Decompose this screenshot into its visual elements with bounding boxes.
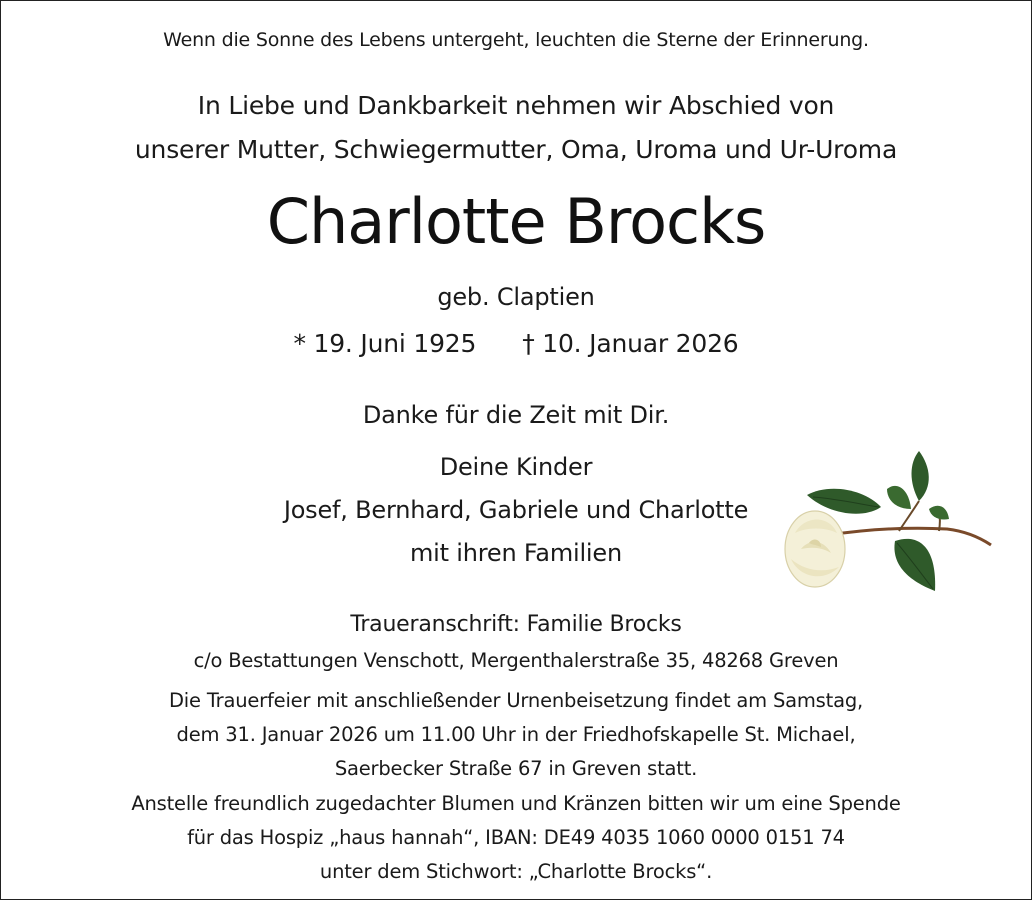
white-rose-icon: [779, 449, 995, 597]
address-line-1: Traueranschrift: Familie Brocks: [350, 612, 682, 637]
maiden-name: geb. Claptien: [437, 283, 595, 311]
thanks-line: Danke für die Zeit mit Dir.: [362, 401, 670, 429]
info-line-1: Die Trauerfeier mit anschließender Urnenbeisetzung findet am Samstag,: [168, 689, 864, 712]
info-line-6: unter dem Stichwort: „Charlotte Brocks“.: [319, 860, 713, 883]
info-line-5: für das Hospiz „haus hannah“, IBAN: DE49 4035 1060 0000 0151 74: [187, 826, 845, 849]
life-dates: [1, 329, 1031, 358]
intro-line-2: unserer Mutter, Schwiegermutter, Oma, Uroma und Ur-Uroma: [134, 135, 898, 164]
family-line-2: Josef, Bernhard, Gabriele und Charlotte: [283, 496, 749, 524]
family-line-1: Deine Kinder: [439, 453, 593, 481]
birth-date: * 19. Juni 1925: [293, 329, 477, 358]
motto: Wenn die Sonne des Lebens untergeht, leuchten die Sterne der Erinnerung.: [163, 29, 869, 51]
deceased-name: Charlotte Brocks: [266, 185, 766, 258]
intro-line-1: In Liebe und Dankbarkeit nehmen wir Abschied von: [197, 91, 835, 120]
family-line-3: mit ihren Familien: [410, 539, 622, 567]
info-line-3: Saerbecker Straße 67 in Greven statt.: [334, 757, 698, 780]
info-line-4: Anstelle freundlich zugedachter Blumen und Kränzen bitten wir um eine Spende: [131, 792, 901, 815]
address-line-2: c/o Bestattungen Venschott, Mergenthalerstraße 35, 48268 Greven: [193, 649, 839, 672]
death-date: † 10. Januar 2026: [522, 329, 739, 358]
info-line-2: dem 31. Januar 2026 um 11.00 Uhr in der Friedhofskapelle St. Michael,: [176, 723, 856, 746]
